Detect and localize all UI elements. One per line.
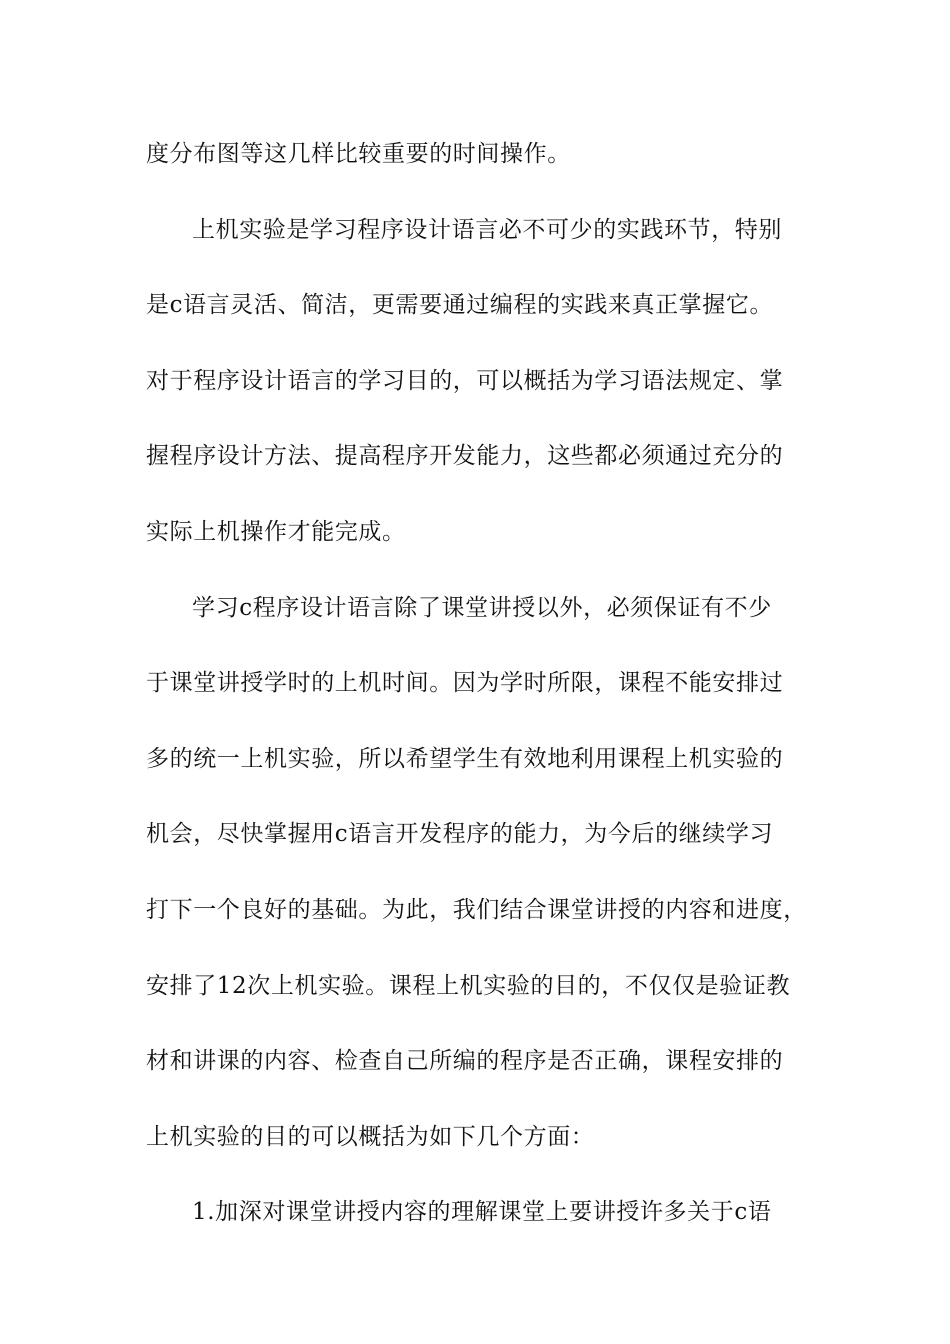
- text-line: 握程序设计方法、提高程序开发能力，这些都必须通过充分的: [146, 443, 784, 470]
- document-body: [146, 128, 806, 1262]
- text-line: 上机实验是学习程序设计语言必不可少的实践环节，特别: [192, 216, 782, 243]
- text-line: 实际上机操作才能完成。: [146, 518, 406, 545]
- text-line: 材和讲课的内容、检查自己所编的程序是否正确，课程安排的: [146, 1048, 784, 1075]
- text-line: 上机实验的目的可以概括为如下几个方面：: [146, 1123, 595, 1150]
- text-line: 安排了12次上机实验。课程上机实验的目的，不仅仅是验证教: [146, 972, 791, 999]
- text-line: 对于程序设计语言的学习目的，可以概括为学习语法规定、掌: [146, 367, 784, 394]
- text-line: 度分布图等这几样比较重要的时间操作。: [146, 141, 571, 167]
- text-line: 多的统一上机实验，所以希望学生有效地利用课程上机实验的: [146, 745, 784, 772]
- text-line: 1.加深对课堂讲授内容的理解课堂上要讲授许多关于c语: [192, 1199, 772, 1226]
- text-line: 于课堂讲授学时的上机时间。因为学时所限，课程不能安排过: [146, 670, 784, 697]
- text-line: 是c语言灵活、简洁，更需要通过编程的实践来真正掌握它。: [146, 292, 774, 319]
- text-line: 机会，尽快掌握用c语言开发程序的能力，为今后的继续学习: [146, 821, 774, 848]
- text-line: 学习c程序设计语言除了课堂讲授以外，必须保证有不少: [192, 594, 772, 621]
- text-line: 打下一个良好的基础。为此，我们结合课堂讲授的内容和进度，: [146, 896, 807, 923]
